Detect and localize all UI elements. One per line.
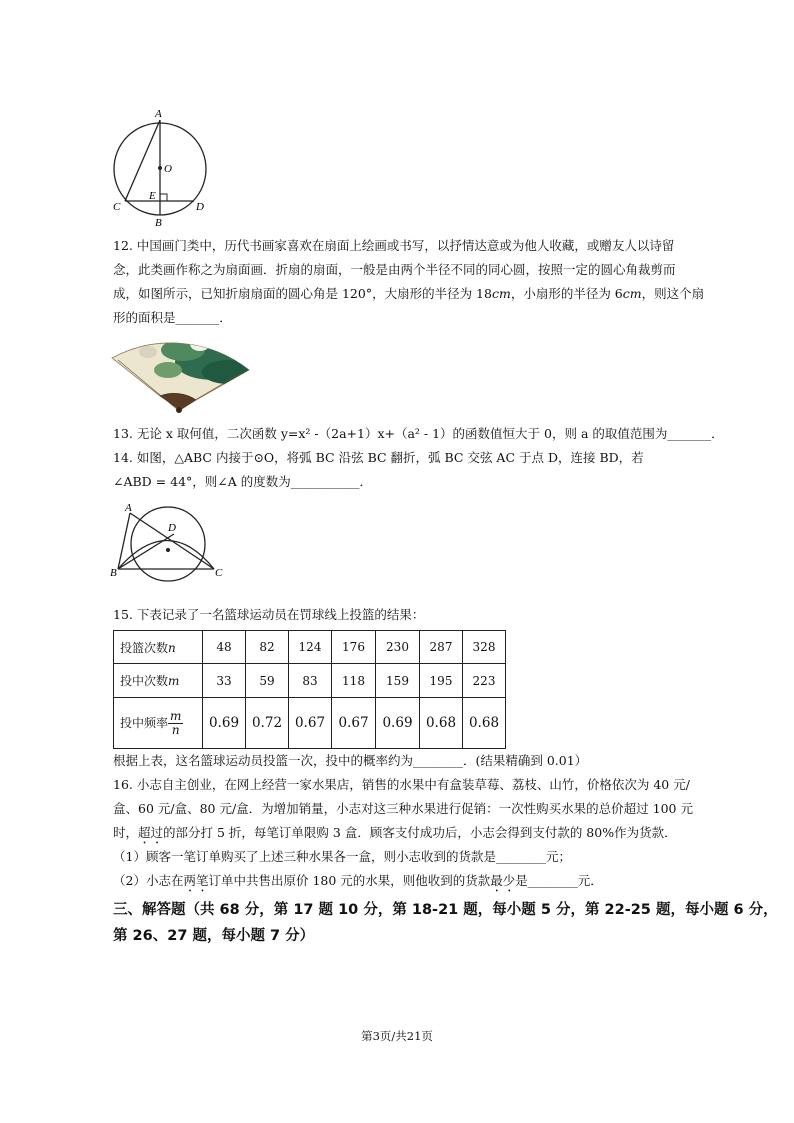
q12-line-4: 形的面积是_______． bbox=[113, 310, 232, 325]
folding-fan-image bbox=[108, 330, 253, 415]
table-cell: 59 bbox=[246, 664, 289, 698]
table-cell: 83 bbox=[289, 664, 332, 698]
free-throw-table bbox=[113, 630, 506, 749]
q15-intro: 15. 下表记录了一名篮球运动员在罚球线上投篮的结果： bbox=[113, 607, 425, 622]
q16-line-5: （2）小志在两笔订单中共售出原价 180 元的水果，则他收到的货款最少是________元． bbox=[113, 873, 603, 888]
table-cell: 195 bbox=[420, 664, 463, 698]
table-cell: 0.68 bbox=[463, 698, 506, 749]
q12-unit-cm-2: cm bbox=[622, 286, 642, 301]
label-E: E bbox=[149, 190, 156, 202]
emphasis-text: 超过 bbox=[138, 825, 164, 840]
label-B: B bbox=[155, 217, 162, 229]
row-header: 投中次数m bbox=[114, 664, 203, 698]
table-cell: 287 bbox=[420, 631, 463, 664]
row-header: 投中频率 $\frac{m}{n}$ bbox=[114, 698, 203, 749]
table-row bbox=[114, 664, 506, 698]
section-heading-line-2: 第 26、27 题，每小题 7 分） bbox=[113, 928, 315, 944]
label-D: D bbox=[196, 201, 204, 213]
q14-line-2: ∠ABD = 44°，则∠A 的度数为___________． bbox=[113, 474, 373, 489]
table-cell: 0.72 bbox=[246, 698, 289, 749]
table-cell: 33 bbox=[203, 664, 246, 698]
q16-line-2: 盒、60 元/盒、80 元/盒．为增加销量，小志对这三种水果进行促销：一次性购买水果的总价超过 100 元 bbox=[113, 801, 693, 816]
circle-figure-2 bbox=[110, 500, 235, 585]
table-row bbox=[114, 631, 506, 664]
q15-question: 根据上表，这名篮球运动员投篮一次，投中的概率约为________．(结果精确到 0.01） bbox=[113, 753, 588, 768]
label-A: A bbox=[155, 108, 162, 120]
q12-line-1: 12. 中国画门类中，历代书画家喜欢在扇面上绘画或书写，以抒情达意或为他人收藏，或赠友人以诗留 bbox=[113, 238, 675, 253]
label-C: C bbox=[113, 201, 121, 213]
q16-line-3: 时，超过的部分打 5 折，每笔订单限购 3 盒．顾客支付成功后，小志会得到支付款的 80%作为货款． bbox=[113, 825, 677, 840]
q13-text: 13. 无论 x 取何值，二次函数 y=x² -（2a+1）x+（a² - 1）的函数值恒大于 0，则 a 的取值范围为_______． bbox=[113, 426, 724, 441]
table-cell: 0.67 bbox=[332, 698, 376, 749]
section-heading-line-1: 三、解答题（共 68 分，第 17 题 10 分，第 18-21 题，每小题 5 分，第 22-25 题，每小题 6 分， bbox=[113, 902, 778, 918]
table-cell: 176 bbox=[332, 631, 376, 664]
q16-line-4: （1）顾客一笔订单购买了上述三种水果各一盒，则小志收到的货款是________元； bbox=[113, 849, 571, 864]
page-number: 第3页/共21页 bbox=[361, 1029, 433, 1043]
table-cell: 223 bbox=[463, 664, 506, 698]
q12-line-3 bbox=[113, 286, 704, 302]
q12-unit-cm-1: cm bbox=[491, 286, 511, 301]
table-cell: 230 bbox=[376, 631, 420, 664]
q12-text-c: ，小扇形的半径为 6 bbox=[510, 286, 623, 301]
table-row bbox=[114, 698, 506, 749]
circle-figure-1 bbox=[104, 105, 214, 230]
table-cell: 48 bbox=[203, 631, 246, 664]
table-cell: 82 bbox=[246, 631, 289, 664]
table-cell: 0.69 bbox=[376, 698, 420, 749]
q12-text-e: ，则这个扇 bbox=[641, 286, 705, 301]
label-B: B bbox=[110, 567, 117, 579]
table-cell: 0.68 bbox=[420, 698, 463, 749]
table-cell: 0.67 bbox=[289, 698, 332, 749]
table-cell: 124 bbox=[289, 631, 332, 664]
table-cell: 159 bbox=[376, 664, 420, 698]
table-cell: 118 bbox=[332, 664, 376, 698]
label-O: O bbox=[164, 163, 172, 175]
table-cell: 328 bbox=[463, 631, 506, 664]
q12-line-2: 念，此类画作称之为扇面画．折扇的扇面，一般是由两个半径不同的同心圆，按照一定的圆心角裁剪而 bbox=[113, 262, 676, 277]
row-header: 投篮次数n bbox=[114, 631, 203, 664]
q14-line-1: 14. 如图，△ABC 内接于⊙O，将弧 BC 沿弦 BC 翻折，弧 BC 交弦 AC 于点 D，连接 BD，若 bbox=[113, 450, 644, 465]
fraction-m-over-n: $\frac{m}{n}$ bbox=[170, 708, 182, 737]
table-cell: 0.69 bbox=[203, 698, 246, 749]
emphasis-text: 两笔 bbox=[183, 873, 209, 888]
label-C: C bbox=[215, 567, 223, 579]
q12-text-a: 成，如图所示，已知折扇扇面的圆心角是 120°，大扇形的半径为 18 bbox=[113, 286, 492, 301]
emphasis-text: 最少 bbox=[490, 873, 516, 888]
q16-line-1: 16. 小志自主创业，在网上经营一家水果店，销售的水果中有盒装草莓、荔枝、山竹，价格依次为 40 元/ bbox=[113, 777, 690, 792]
label-A: A bbox=[125, 502, 132, 514]
label-D: D bbox=[168, 522, 176, 534]
